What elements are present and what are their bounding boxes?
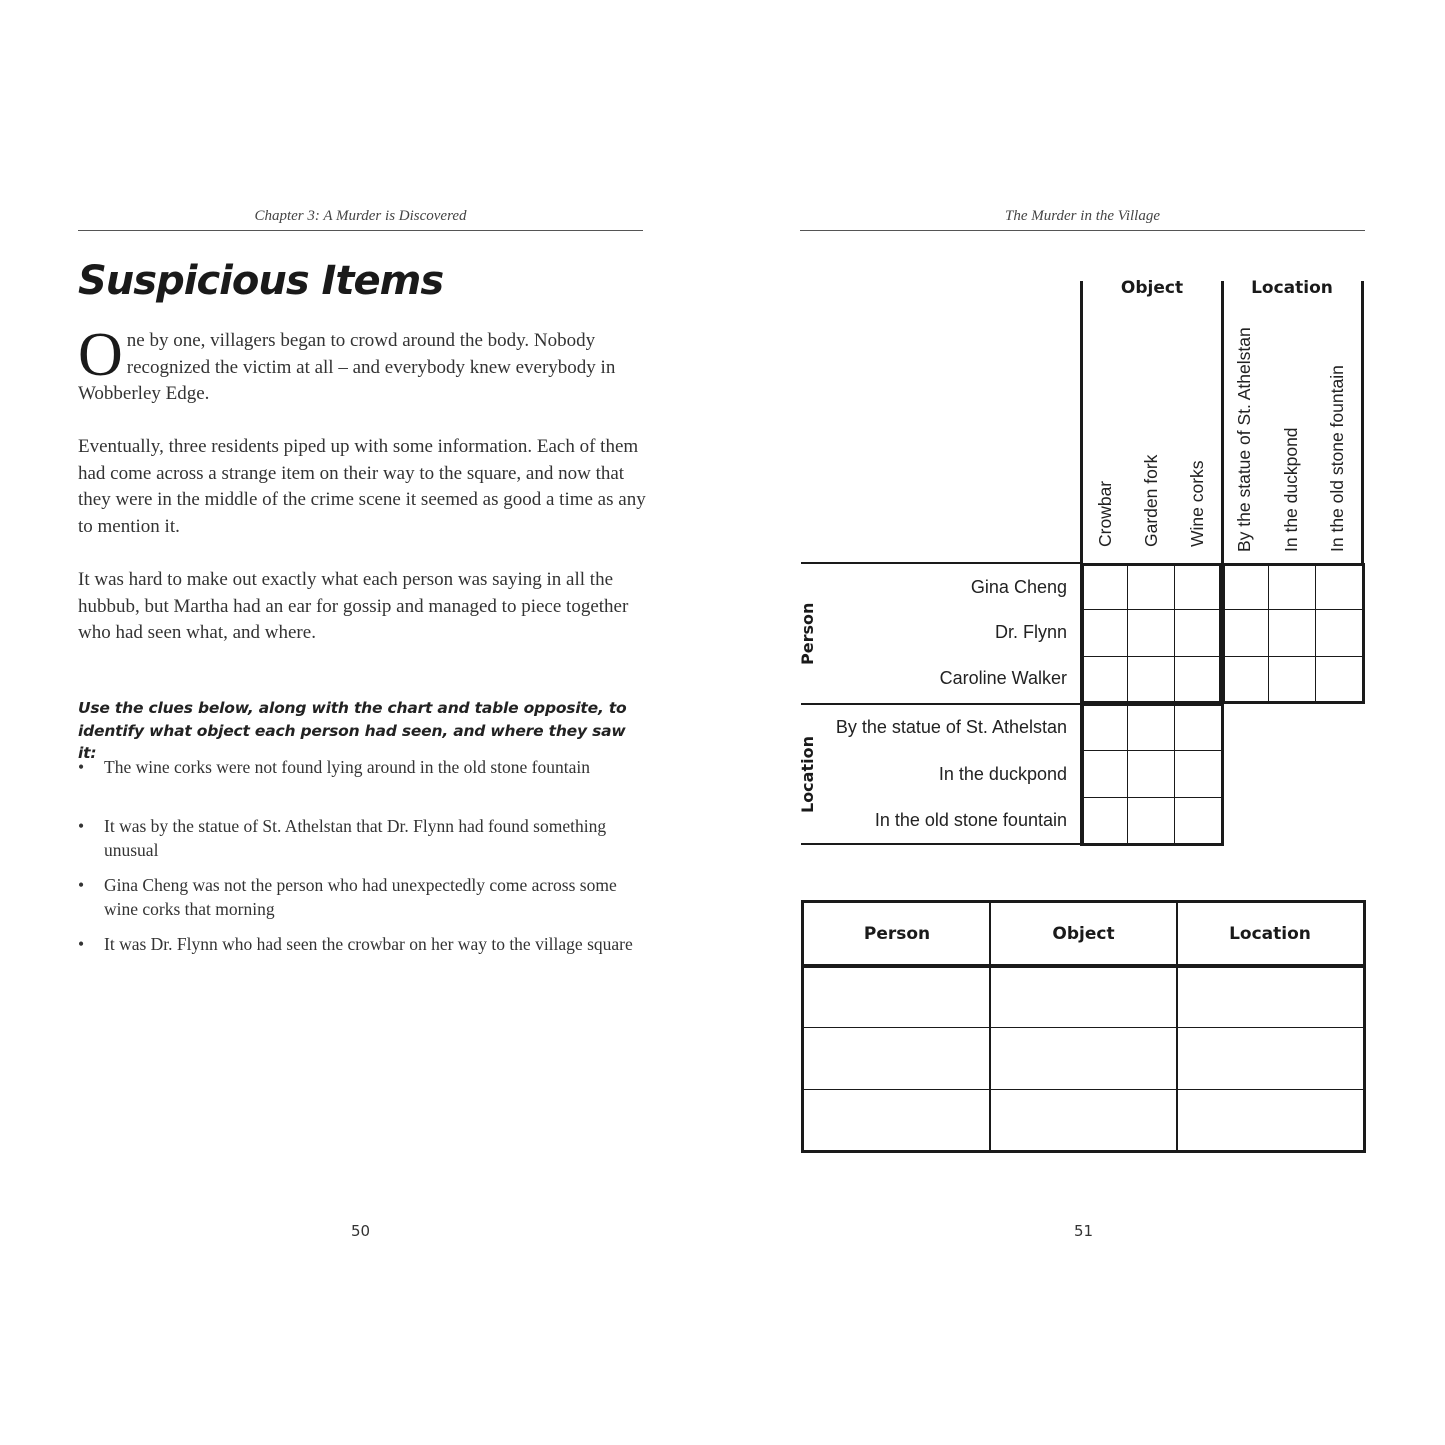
grid-line [801, 562, 1082, 564]
grid-line [801, 843, 1082, 845]
col-label-fountain: In the old stone fountain [1327, 365, 1347, 552]
grid-block-person-object [1081, 563, 1222, 704]
clue-item [78, 755, 648, 779]
grid-line [1174, 705, 1175, 844]
grid-block-location-object [1081, 703, 1224, 846]
grid-line [1361, 281, 1364, 564]
grid-line [1224, 609, 1363, 610]
grid-line [1083, 609, 1220, 610]
intro-paragraph [78, 321, 648, 408]
grid-line [1315, 565, 1316, 702]
grid-line [1127, 565, 1128, 702]
running-head-left: Chapter 3: A Murder is Discovered [78, 208, 643, 231]
grid-line [1174, 565, 1175, 702]
grid-line [1127, 705, 1128, 844]
clue-item [78, 932, 648, 956]
grid-location-heading: Location [1251, 278, 1333, 298]
grid-line [1224, 656, 1363, 657]
intro-paragraph-text: ne by one, villagers began to crowd around the body. Nobody recognized the victim at all – and everybody knew everybody in Wobberley Edge. [78, 330, 616, 405]
page-title: Suspicious Items [78, 258, 444, 304]
answer-header-object: Object [1052, 924, 1115, 944]
answer-cell[interactable] [1178, 967, 1363, 1027]
answer-cell[interactable] [1178, 1091, 1363, 1150]
grid-line [801, 703, 1082, 705]
clue-item [78, 873, 648, 921]
clue-text: The wine corks were not found lying around in the old stone fountain [104, 757, 591, 777]
grid-block-person-location [1222, 563, 1365, 704]
clue-item [78, 814, 648, 862]
row-label-fountain: In the old stone fountain [874, 810, 1067, 830]
bullet: • [78, 934, 85, 954]
row-label-dr-flynn: Dr. Flynn [994, 622, 1067, 642]
col-label-garden-fork: Garden fork [1141, 454, 1161, 547]
grid-person-heading: Person [798, 602, 817, 665]
row-label-statue: By the statue of St. Athelstan [835, 717, 1067, 737]
col-label-duckpond: In the duckpond [1281, 427, 1301, 552]
clue-text: It was by the statue of St. Athelstan that Dr. Flynn had found something unusual [104, 816, 607, 860]
answer-table [801, 900, 1366, 1153]
bullet: • [78, 875, 85, 895]
clue-text: Gina Cheng was not the person who had unexpectedly come across some wine corks that morning [104, 875, 617, 919]
grid-line [1268, 565, 1269, 702]
instructions: Use the clues below, along with the chart and table opposite, to identify what object each person had seen, and where they saw it: [78, 699, 627, 762]
answer-cell[interactable] [991, 1029, 1176, 1089]
page-number-right: 51 [1074, 1222, 1094, 1240]
running-head-right: The Murder in the Village [800, 208, 1365, 231]
page-number-left: 50 [351, 1222, 371, 1240]
answer-cell[interactable] [804, 1029, 989, 1089]
answer-cell[interactable] [991, 967, 1176, 1027]
answer-cell[interactable] [804, 967, 989, 1027]
answer-cell[interactable] [804, 1091, 989, 1150]
row-label-gina-cheng: Gina Cheng [970, 577, 1067, 597]
third-paragraph: It was hard to make out exactly what each person was saying in all the hubbub, but Martha had an ear for gossip and managed to piece together who had seen what, and where. [78, 569, 629, 644]
bullet: • [78, 757, 85, 777]
second-paragraph: Eventually, three residents piped up with some information. Each of them had come across a strange item on their way to the square, and now that they were in the middle of the crime scene it seemed as good a time as any to mention it. [78, 436, 646, 538]
grid-line [1083, 750, 1222, 751]
grid-line [1221, 281, 1224, 564]
answer-header-person: Person [863, 924, 931, 944]
drop-cap: O [78, 321, 123, 389]
col-label-crowbar: Crowbar [1095, 480, 1115, 547]
grid-object-heading: Object [1120, 278, 1184, 298]
col-label-statue: By the statue of St. Athelstan [1234, 327, 1254, 552]
answer-header-location: Location [1229, 924, 1311, 944]
clue-text: It was Dr. Flynn who had seen the crowbar on her way to the village square [104, 934, 633, 954]
grid-line [1083, 797, 1222, 798]
col-label-wine-corks: Wine corks [1187, 460, 1207, 547]
bullet: • [78, 816, 85, 836]
grid-line [1083, 656, 1220, 657]
row-label-caroline-walker: Caroline Walker [939, 668, 1067, 688]
answer-row-divider [804, 1027, 1363, 1028]
row-label-duckpond: In the duckpond [938, 764, 1067, 784]
answer-cell[interactable] [991, 1091, 1176, 1150]
answer-row-divider [804, 1089, 1363, 1090]
grid-row-location-heading: Location [798, 736, 817, 813]
answer-cell[interactable] [1178, 1029, 1363, 1089]
